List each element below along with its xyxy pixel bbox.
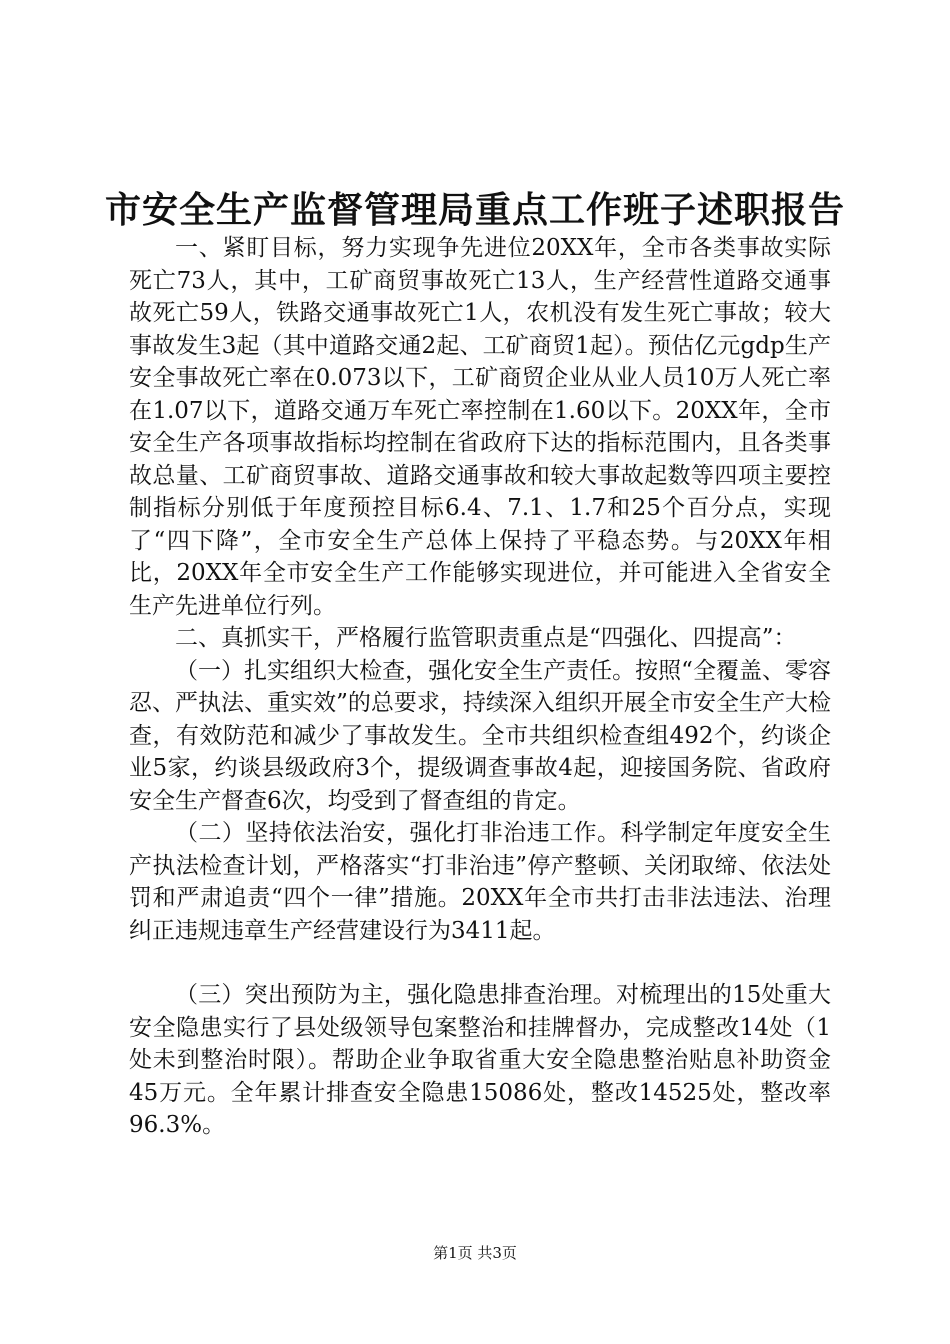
paragraph-2: 二、真抓实干，严格履行监管职责重点是“四强化、四提高”： — [175, 625, 797, 651]
paragraph-5: （三）突出预防为主，强化隐患排查治理。对梳理出的15处重大安全隐患实行了县处级领导包案整治和挂牌督办，完成整改14处（1处未到整治时限）。帮助企业争取省重大安全隐患整治贴息补助资金45万元。全年累计排查安全隐患15086处，整改14525处，整改率96.3%。 — [129, 982, 831, 1138]
paragraph-3: （一）扎实组织大检查，强化安全生产责任。按照“全覆盖、零容忍、严执法、重实效”的总要求，持续深入组织开展全市安全生产大检查，有效防范和减少了事故发生。全市共组织检查组492个，约谈企业5家，约谈县级政府3个，提级调查事故4起，迎接国务院、省政府安全生产督查6次，均受到了督查组的肯定。 — [129, 657, 831, 814]
document-body — [129, 232, 831, 1142]
paragraph-1: 一、紧盯目标，努力实现争先进位20XX年，全市各类事故实际死亡73人，其中，工矿商贸事故死亡13人，生产经营性道路交通事故死亡59人，铁路交通事故死亡1人，农机没有发生死亡事故；较大事故发生3起（其中道路交通2起、工矿商贸1起）。预估亿元gdp生产安全事故死亡率在0.073以下，工矿商贸企业从业人员10万人死亡率在1.07以下，道路交通万车死亡率控制在1.60以下。20XX年，全市安全生产各项事故指标均控制在省政府下达的指标范围内，且各类事故总量、工矿商贸事故、道路交通事故和较大事故起数等四项主要控制指标分别低于年度预控目标6.4、7.1、1.7和25个百分点，实现了“四下降”，全市安全生产总体上保持了平稳态势。与20XX年相比，20XX年全市安全生产工作能够实现进位，并可能进入全省安全生产先进单位行列。 — [129, 235, 831, 619]
page-number: 第1页 共3页 — [433, 1244, 517, 1262]
document-title: 市安全生产监督管理局重点工作班子述职报告 — [104, 189, 845, 231]
paragraph-4: （二）坚持依法治安，强化打非治违工作。科学制定年度安全生产执法检查计划，严格落实“打非治违”停产整顿、关闭取缔、依法处罚和严肃追责“四个一律”措施。20XX年全市共打击非法违法、治理纠正违规违章生产经营建设行为3411起。 — [129, 820, 831, 944]
